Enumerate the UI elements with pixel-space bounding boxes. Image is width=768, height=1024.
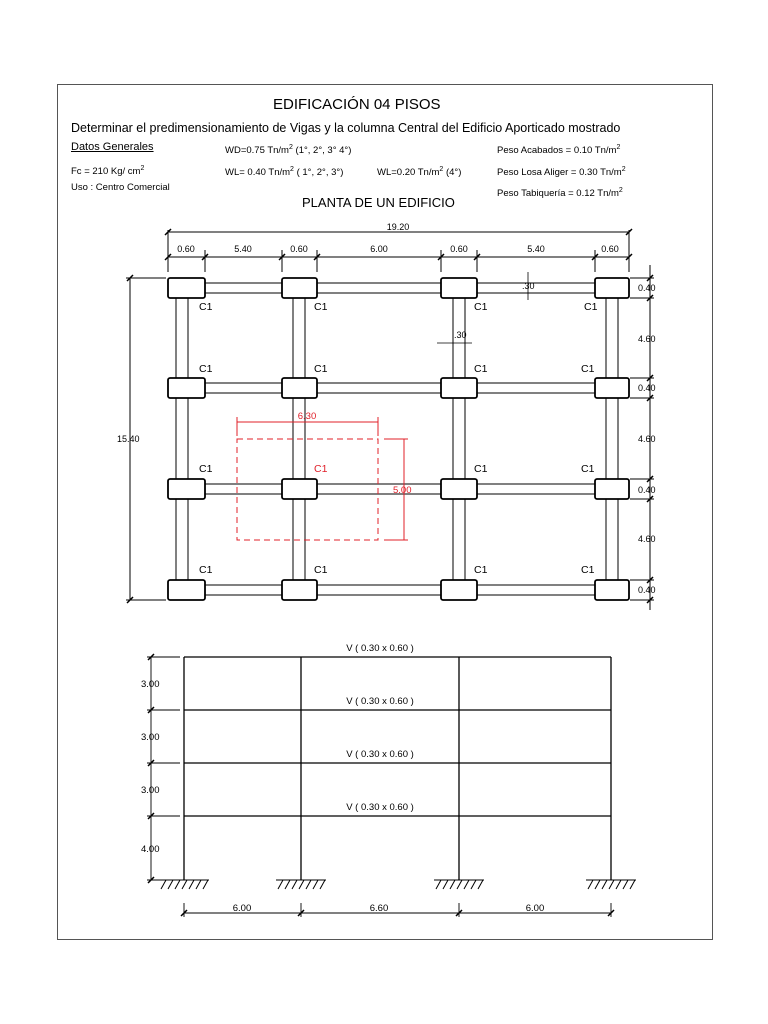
plan-dim-top-4: 6.00	[370, 244, 388, 254]
beam-section-label: V ( 0.30 x 0.60 )	[346, 802, 414, 813]
plan-dim-right-4: 4.60	[638, 434, 656, 444]
column-label: C1	[581, 363, 595, 375]
plan-title: PLANTA DE UN EDIFICIO	[302, 195, 455, 210]
plan-total-height: 15.40	[117, 434, 140, 444]
slab-weight: Peso Losa Aliger = 0.30 $Tn/m^2$	[497, 166, 626, 179]
plan-dim-right-3: 0.40	[638, 383, 656, 393]
column-label: C1	[199, 301, 213, 313]
plan-dim-right-7: 0.40	[638, 585, 656, 595]
column-label: C1	[474, 363, 488, 375]
plan-dim-right-5: 0.40	[638, 485, 656, 495]
finishes-weight: Peso Acabados = 0.10 $Tn/m^2$	[497, 144, 621, 157]
tributary-width-label: 6.30	[297, 411, 317, 422]
column-label: C1	[584, 301, 598, 313]
plan-dim-top-5: 0.60	[450, 244, 468, 254]
plan-total-width: 19.20	[386, 222, 410, 232]
tributary-area	[237, 417, 408, 540]
bay-width-1: 6.00	[232, 903, 252, 914]
beam-width-label-horizontal: .30	[522, 281, 535, 291]
plan-dim-top-3: 0.60	[290, 244, 308, 254]
story-height-3: 3.00	[141, 732, 160, 743]
column-label: C1	[474, 463, 488, 475]
column-label: C1	[581, 463, 595, 475]
plan-dim-top-7: 0.60	[601, 244, 619, 254]
bay-width-2: 6.60	[369, 903, 389, 914]
beam-section-label: V ( 0.30 x 0.60 )	[346, 643, 414, 654]
column-label: C1	[199, 463, 213, 475]
problem-statement: Determinar el predimensionamiento de Vigas y la columna Central del Edificio Aporticado mostrado	[71, 121, 621, 135]
drawing-title: EDIFICACIÓN 04 PISOS	[273, 96, 441, 113]
column-label: C1	[474, 301, 488, 313]
plan-dim-right-1: 0.40	[638, 283, 656, 293]
beam-section-label: V ( 0.30 x 0.60 )	[346, 749, 414, 760]
elevation-frame	[184, 657, 611, 880]
partition-weight: Peso Tabiquería = 0.12 $Tn/m^2$	[497, 187, 623, 200]
live-load-floor-4: WL=0.20 $Tn/m^2$ (4°)	[377, 166, 462, 179]
story-height-4: 3.00	[141, 679, 160, 690]
general-data-label: Datos Generales	[71, 141, 154, 153]
plan-dim-right-2: 4.60	[638, 334, 656, 344]
tributary-height-label: 5.00	[393, 485, 412, 496]
beam-width-label-vertical: .30	[454, 330, 467, 340]
fixed-supports	[159, 880, 636, 889]
central-column-label: C1	[314, 463, 328, 475]
concrete-strength: Fc = 210 Kg/ $cm^2$	[71, 165, 145, 178]
plan-dim-top-1: 0.60	[177, 244, 195, 254]
live-load-floors-1-3: WL= 0.40 $Tn/m^2$ ( 1°, 2°, 3°)	[225, 166, 344, 179]
column-label: C1	[314, 301, 328, 313]
story-height-2: 3.00	[141, 785, 160, 796]
plan-dim-right-6: 4.60	[638, 534, 656, 544]
plan-dim-top-2: 5.40	[234, 244, 252, 254]
plan-dim-top-6: 5.40	[527, 244, 545, 254]
column-label: C1	[199, 363, 213, 375]
beam-section-label: V ( 0.30 x 0.60 )	[346, 696, 414, 707]
bay-width-3: 6.00	[525, 903, 545, 914]
dead-load: WD=0.75 $Tn/m^2$ (1°, 2°, 3° 4°)	[225, 144, 352, 157]
column-label: C1	[581, 564, 595, 576]
column-label: C1	[314, 564, 328, 576]
building-use: Uso : Centro Comercial	[71, 182, 170, 193]
column-label: C1	[199, 564, 213, 576]
column-label: C1	[314, 363, 328, 375]
column-label: C1	[474, 564, 488, 576]
story-height-1: 4.00	[141, 844, 160, 855]
